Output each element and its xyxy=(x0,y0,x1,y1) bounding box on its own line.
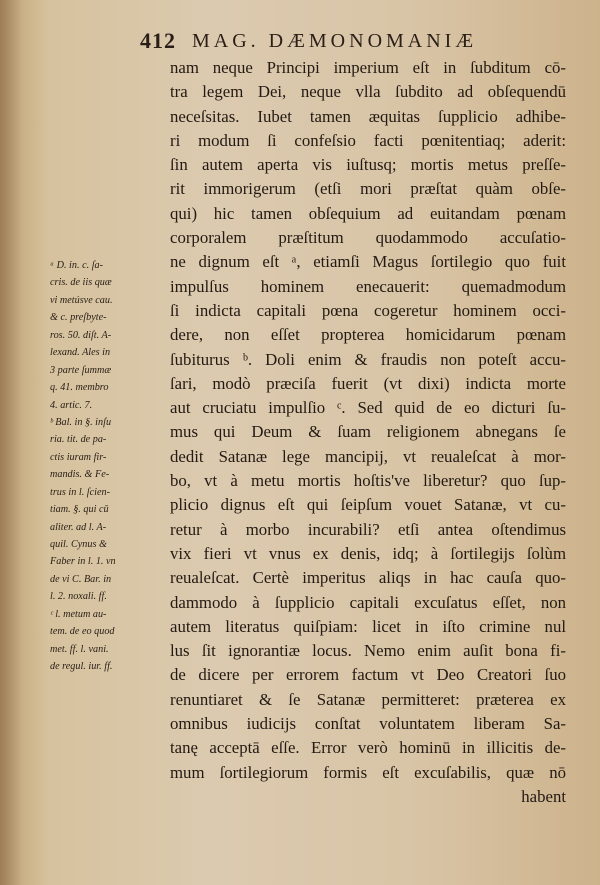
margin-note-line: met. ff. l. vani. xyxy=(50,643,109,655)
page-header xyxy=(140,28,560,58)
margin-note-line: trus in l. ſcien- xyxy=(50,486,110,498)
text-line: de dicere per errorem factum vt Deo Creatori ſuo xyxy=(170,665,566,685)
text-line: ſubiturus ᵇ. Doli enim & fraudis non poteſt accu- xyxy=(170,349,566,369)
text-line: bo, vt à metu mortis hoſtis've liberetur? quo ſup- xyxy=(170,471,566,491)
text-line: tra legem Dei, neque vlla ſubdito ad obſequendū xyxy=(170,82,566,102)
text-line: ri modum ſi confeſsio facti pœnitentiaq; aderit: xyxy=(170,130,566,150)
margin-note-line: ros. 50. diſt. A- xyxy=(50,329,112,341)
text-line: qui) hic tamen obſequium ad euitandam pœnam xyxy=(170,203,566,223)
text-line: ſari, modò præciſa fuerit (vt dixi) indicta morte xyxy=(170,373,566,393)
text-line: habent xyxy=(521,786,566,806)
text-line: dedit Satanæ lege mancipij, vt reualeſcat à mor- xyxy=(170,446,566,466)
margin-note-line: ᵇ Bal. in §. inſu xyxy=(50,416,112,428)
text-line: lus ſit ignorantiæ locus. Nemo enim auſit bona fi- xyxy=(170,641,566,661)
text-line: ſin autem aperta vis iuſtusq; mortis metus preſſe- xyxy=(170,155,566,175)
margin-note-line: vi metúsve cau. xyxy=(50,294,113,306)
folio-number: 412 xyxy=(140,28,176,53)
margin-note-line: mandis. & Fe- xyxy=(50,469,110,481)
margin-note-line: ria. tit. de pa- xyxy=(50,434,107,446)
margin-note-line: tiam. §. qui cū xyxy=(50,504,109,516)
text-line: aut cruciatu impulſio ᶜ. Sed quid de eo dicturi ſu- xyxy=(170,398,566,418)
margin-note-line: ᵃ D. in. c. ſa- xyxy=(50,260,104,271)
margin-note-line: lexand. Ales in xyxy=(50,347,111,359)
text-line: tanę acceptā eſſe. Error verò hominū in illicitis de- xyxy=(170,738,566,758)
text-line: mus qui Deum & ſuam religionem abnegans ſe xyxy=(170,422,566,442)
text-line: dere, non eſſet propterea homicidarum pœnam xyxy=(170,325,566,345)
text-line: corporalem præſtitum quodammodo accuſatio- xyxy=(170,228,566,248)
margin-notes xyxy=(50,257,168,676)
margin-note-line: quil. Cynus & xyxy=(50,539,107,550)
margin-note-line: Faber in l. 1. vn xyxy=(50,556,116,568)
text-line: vix fieri vt vnus ex denis, idq; à ſortilegijs ſolùm xyxy=(170,543,566,563)
text-line: neceſsitas. Iubet tamen æquitas ſupplicio adhibe- xyxy=(170,106,566,126)
margin-note-line: 4. artic. 7. xyxy=(50,399,93,411)
text-line: reualeſcat. Certè imperitus aliqs in hac cauſa quo- xyxy=(170,568,566,588)
body-text xyxy=(170,56,566,809)
margin-note-line: 3 parte ſummæ xyxy=(50,364,112,376)
text-line: renuntiaret & ſe Satanæ permitteret: præterea ex xyxy=(170,689,566,709)
margin-note-line: de regul. iur. ff. xyxy=(50,661,113,673)
text-line: rit immorigerum (etſi mori præſtat quàm obſe- xyxy=(170,179,566,199)
text-line: ne dignum eſt ᵃ, etiamſi Magus ſortilegio quo fuit xyxy=(170,252,566,272)
text-line: nam neque Principi imperium eſt in ſubditum cō- xyxy=(170,58,566,77)
running-head: MAG. DÆMONOMANIÆ xyxy=(192,30,478,52)
text-line: impulſus hominem enecauerit: quemadmodum xyxy=(170,276,566,296)
margin-note-line: tem. de eo quod xyxy=(50,626,115,638)
text-line: omnibus iudicijs conſtat voluntatem liberam Sa- xyxy=(170,714,566,734)
text-line: autem literatus quiſpiam: licet in iſto crimine nul xyxy=(170,616,566,636)
margin-note-line: ᶜ l. metum au- xyxy=(50,608,107,620)
text-line: retur à morbo incurabili? etſi antea oſtendimus xyxy=(170,519,566,539)
margin-note-line: cris. de iis quæ xyxy=(50,277,112,289)
margin-note-line: aliter. ad l. A- xyxy=(50,521,107,533)
margin-note-line: ctis iuram fir- xyxy=(50,451,107,463)
text-line: ſi indicta capitali pœna cogeretur hominem occi- xyxy=(170,300,566,320)
margin-note-line: l. 2. noxali. ff. xyxy=(50,591,107,603)
text-line: mum ſortilegiorum formis eſt excuſabilis, quæ nō xyxy=(170,762,566,782)
text-line: plicio dignus eſt qui ſeipſum vouet Satanæ, vt cu- xyxy=(170,495,566,515)
margin-note-line: de vi C. Bar. in xyxy=(50,573,112,585)
margin-note-line: & c. preſbyte- xyxy=(50,312,107,324)
text-line: dammodo à ſupplicio capitali excuſatus eſſet, non xyxy=(170,592,566,612)
margin-note-line: q. 41. membro xyxy=(50,382,109,394)
